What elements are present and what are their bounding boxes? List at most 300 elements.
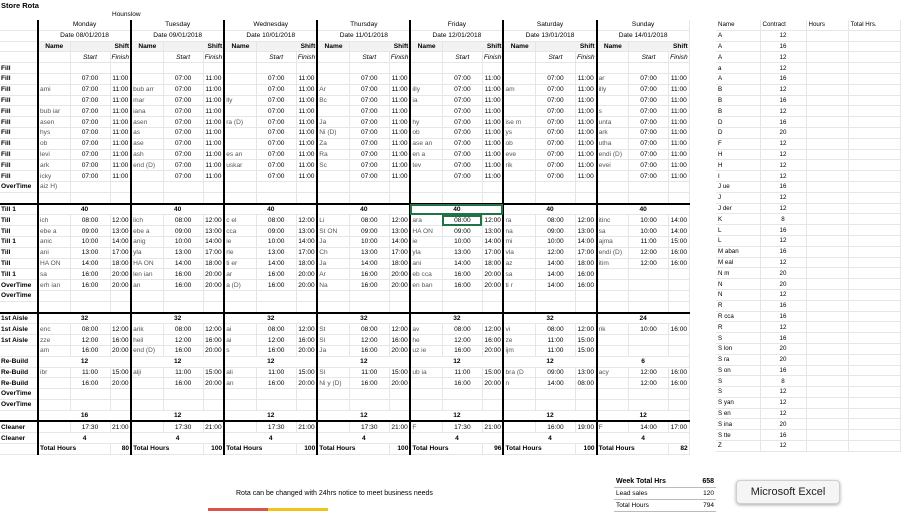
staff-name-cell[interactable]: acy bbox=[597, 367, 629, 378]
staff-total-hours[interactable] bbox=[848, 257, 900, 268]
staff-total-hours[interactable] bbox=[848, 95, 900, 106]
shift-finish-cell[interactable]: 11:00 bbox=[575, 171, 596, 182]
staff-hours[interactable] bbox=[806, 30, 848, 41]
shift-finish-cell[interactable]: 11:00 bbox=[296, 160, 317, 171]
staff-name-cell[interactable]: Sl bbox=[317, 335, 349, 346]
staff-name-cell[interactable]: bub iar bbox=[38, 106, 70, 117]
shift-start-cell[interactable]: 09:00 bbox=[535, 226, 575, 237]
shift-start-cell[interactable] bbox=[163, 290, 203, 301]
role-label[interactable]: OverTime bbox=[0, 399, 38, 410]
shift-finish-cell[interactable] bbox=[110, 192, 131, 203]
shift-start-cell[interactable] bbox=[535, 192, 575, 203]
staff-name[interactable]: S bbox=[716, 387, 760, 398]
shift-start-cell[interactable]: 07:00 bbox=[163, 84, 203, 95]
staff-contract-hours[interactable]: 12 bbox=[760, 387, 806, 398]
finish-column-header[interactable]: Finish bbox=[204, 53, 223, 61]
section-staff-count[interactable]: 4 bbox=[597, 433, 690, 444]
shift-start-cell[interactable]: 07:00 bbox=[70, 160, 110, 171]
shift-start-cell[interactable]: 07:00 bbox=[163, 95, 203, 106]
staff-name-cell[interactable] bbox=[503, 290, 535, 301]
shift-start-cell[interactable]: 16:00 bbox=[442, 378, 482, 389]
shift-finish-cell[interactable] bbox=[203, 192, 224, 203]
shift-finish-cell[interactable]: 16:00 bbox=[482, 335, 503, 346]
staff-name-cell[interactable]: ia bbox=[410, 95, 442, 106]
staff-name-cell[interactable]: ie bbox=[410, 236, 442, 247]
shift-start-cell[interactable]: 07:00 bbox=[629, 160, 669, 171]
blank-cell[interactable] bbox=[503, 52, 535, 63]
staff-name[interactable]: B bbox=[716, 106, 760, 117]
shift-finish-cell[interactable] bbox=[296, 192, 317, 203]
shift-start-cell[interactable]: 11:00 bbox=[256, 367, 296, 378]
shift-finish-cell[interactable]: 11:00 bbox=[669, 160, 690, 171]
shift-finish-cell[interactable]: 11:00 bbox=[575, 149, 596, 160]
shift-start-cell[interactable]: 07:00 bbox=[256, 95, 296, 106]
staff-hours[interactable] bbox=[806, 268, 848, 279]
staff-total-hours[interactable] bbox=[848, 268, 900, 279]
blank-cell[interactable] bbox=[317, 52, 349, 63]
shift-finish-cell[interactable]: 12:00 bbox=[575, 215, 596, 226]
blank-cell[interactable] bbox=[131, 52, 163, 63]
corner-cell[interactable] bbox=[0, 20, 38, 30]
staff-name-cell[interactable]: end (D) bbox=[131, 160, 163, 171]
section-staff-count[interactable]: 40 bbox=[131, 204, 224, 215]
shift-finish-cell[interactable] bbox=[296, 63, 317, 74]
shift-start-cell[interactable] bbox=[163, 181, 203, 192]
staff-total-hours[interactable] bbox=[848, 300, 900, 311]
total-hours-label[interactable]: Total Hours bbox=[131, 444, 203, 455]
shift-finish-cell[interactable] bbox=[389, 301, 410, 312]
shift-finish-cell[interactable]: 17:00 bbox=[389, 247, 410, 258]
shift-start-cell[interactable]: 16:00 bbox=[535, 421, 575, 432]
shift-start-cell[interactable] bbox=[163, 301, 203, 312]
staff-name[interactable]: A bbox=[716, 41, 760, 52]
shift-finish-cell[interactable] bbox=[296, 399, 317, 410]
shift-start-cell[interactable]: 16:00 bbox=[70, 378, 110, 389]
staff-name[interactable]: M eal bbox=[716, 257, 760, 268]
staff-name-cell[interactable]: n bbox=[503, 378, 535, 389]
shift-finish-cell[interactable]: 11:00 bbox=[669, 171, 690, 182]
shift-start-cell[interactable]: 07:00 bbox=[70, 106, 110, 117]
shift-start-cell[interactable]: 07:00 bbox=[629, 127, 669, 138]
shift-finish-cell[interactable]: 11:00 bbox=[203, 171, 224, 182]
staff-name-cell[interactable]: hy bbox=[410, 117, 442, 128]
staff-name-cell[interactable]: lich bbox=[131, 215, 163, 226]
staff-contract-hours[interactable]: 16 bbox=[760, 95, 806, 106]
shift-start-cell[interactable] bbox=[70, 389, 110, 400]
shift-start-cell[interactable] bbox=[256, 192, 296, 203]
shift-finish-cell[interactable]: 15:00 bbox=[575, 335, 596, 346]
shift-start-cell[interactable]: 16:00 bbox=[256, 280, 296, 291]
shift-start-cell[interactable]: 14:00 bbox=[349, 258, 389, 269]
staff-total-hours[interactable] bbox=[848, 149, 900, 160]
staff-name[interactable]: S bbox=[716, 376, 760, 387]
role-label[interactable] bbox=[0, 345, 38, 356]
shift-start-cell[interactable]: 07:00 bbox=[629, 171, 669, 182]
shift-finish-cell[interactable]: 11:00 bbox=[669, 106, 690, 117]
staff-contract-hours[interactable]: 8 bbox=[760, 376, 806, 387]
shift-finish-cell[interactable]: 13:00 bbox=[575, 226, 596, 237]
shift-start-cell[interactable] bbox=[256, 301, 296, 312]
shift-start-cell[interactable]: 08:00 bbox=[256, 324, 296, 335]
role-label[interactable]: Fill bbox=[0, 73, 38, 84]
staff-name-cell[interactable]: ti r bbox=[503, 280, 535, 291]
shift-start-cell[interactable]: 16:00 bbox=[163, 345, 203, 356]
role-label[interactable]: Fill bbox=[0, 84, 38, 95]
shift-start-cell[interactable]: 13:00 bbox=[349, 247, 389, 258]
shift-start-cell[interactable]: 07:00 bbox=[629, 84, 669, 95]
shift-finish-cell[interactable] bbox=[296, 389, 317, 400]
shift-finish-cell[interactable]: 13:00 bbox=[482, 226, 503, 237]
shift-finish-cell[interactable]: 11:00 bbox=[110, 117, 131, 128]
shift-finish-cell[interactable] bbox=[669, 301, 690, 312]
shift-finish-cell[interactable]: 11:00 bbox=[389, 95, 410, 106]
staff-contract-hours[interactable]: 12 bbox=[760, 52, 806, 63]
staff-name-cell[interactable]: yla bbox=[131, 247, 163, 258]
shift-finish-cell[interactable] bbox=[669, 389, 690, 400]
staff-name-cell[interactable]: ark bbox=[38, 160, 70, 171]
name-column-header[interactable]: Name bbox=[410, 41, 442, 52]
shift-start-cell[interactable]: 08:00 bbox=[163, 324, 203, 335]
shift-finish-cell[interactable] bbox=[389, 399, 410, 410]
shift-start-cell[interactable] bbox=[163, 399, 203, 410]
staff-name-cell[interactable]: illy bbox=[410, 84, 442, 95]
staff-name-cell[interactable]: tev bbox=[410, 160, 442, 171]
staff-name-cell[interactable] bbox=[503, 171, 535, 182]
shift-finish-cell[interactable]: 11:00 bbox=[669, 149, 690, 160]
shift-finish-cell[interactable]: 12:00 bbox=[389, 215, 410, 226]
section-staff-count[interactable]: 40 bbox=[317, 204, 410, 215]
staff-name-cell[interactable] bbox=[224, 63, 256, 74]
shift-finish-cell[interactable]: 20:00 bbox=[110, 345, 131, 356]
shift-finish-cell[interactable]: 13:00 bbox=[110, 226, 131, 237]
staff-name-cell[interactable] bbox=[38, 421, 70, 432]
staff-name[interactable]: K bbox=[716, 214, 760, 225]
staff-name-cell[interactable]: ob bbox=[410, 127, 442, 138]
shift-start-cell[interactable]: 07:00 bbox=[256, 138, 296, 149]
staff-name-cell[interactable]: ob bbox=[503, 138, 535, 149]
shift-finish-cell[interactable]: 18:00 bbox=[482, 258, 503, 269]
shift-start-cell[interactable]: 17:30 bbox=[442, 421, 482, 432]
shift-start-cell[interactable] bbox=[163, 63, 203, 74]
shift-start-cell[interactable]: 16:00 bbox=[349, 345, 389, 356]
shift-finish-cell[interactable]: 12:00 bbox=[203, 215, 224, 226]
shift-finish-cell[interactable]: 16:00 bbox=[296, 335, 317, 346]
staff-contract-hours[interactable]: 20 bbox=[760, 343, 806, 354]
shift-start-cell[interactable] bbox=[70, 181, 110, 192]
staff-hours[interactable] bbox=[806, 73, 848, 84]
start-column-header[interactable]: Start bbox=[163, 52, 203, 63]
staff-name[interactable]: B bbox=[716, 95, 760, 106]
staff-name-cell[interactable] bbox=[224, 192, 256, 203]
shift-finish-cell[interactable]: 20:00 bbox=[203, 345, 224, 356]
staff-name-cell[interactable]: ark bbox=[597, 127, 629, 138]
staff-name-cell[interactable]: Bc bbox=[317, 95, 349, 106]
shift-finish-cell[interactable]: 11:00 bbox=[296, 73, 317, 84]
staff-total-hours[interactable] bbox=[848, 106, 900, 117]
shift-finish-cell[interactable]: 17:00 bbox=[110, 247, 131, 258]
staff-name-cell[interactable]: asen bbox=[131, 117, 163, 128]
staff-contract-hours[interactable]: 20 bbox=[760, 279, 806, 290]
staff-name-cell[interactable]: arik bbox=[131, 324, 163, 335]
staff-name-cell[interactable]: Sc bbox=[317, 160, 349, 171]
staff-hours[interactable] bbox=[806, 419, 848, 430]
staff-name-cell[interactable] bbox=[131, 421, 163, 432]
shift-finish-cell[interactable]: 15:00 bbox=[482, 367, 503, 378]
staff-name-cell[interactable]: sa bbox=[503, 269, 535, 280]
staff-name-cell[interactable]: Ar bbox=[317, 269, 349, 280]
shift-start-cell[interactable]: 07:00 bbox=[535, 106, 575, 117]
shift-finish-cell[interactable]: 20:00 bbox=[296, 280, 317, 291]
shift-start-cell[interactable]: 13:00 bbox=[70, 247, 110, 258]
shift-finish-cell[interactable]: 11:00 bbox=[482, 160, 503, 171]
staff-name-cell[interactable] bbox=[38, 378, 70, 389]
section-staff-count[interactable]: 12 bbox=[224, 356, 317, 367]
shift-finish-cell[interactable]: 11:00 bbox=[389, 106, 410, 117]
shift-finish-cell[interactable]: 11:00 bbox=[482, 106, 503, 117]
staff-name-cell[interactable]: mi bbox=[503, 236, 535, 247]
shift-start-cell[interactable]: 07:00 bbox=[629, 106, 669, 117]
staff-hours[interactable] bbox=[806, 397, 848, 408]
shift-start-cell[interactable]: 12:00 bbox=[70, 335, 110, 346]
staff-contract-hours[interactable]: 12 bbox=[760, 235, 806, 246]
shift-finish-cell[interactable] bbox=[389, 192, 410, 203]
staff-name-cell[interactable]: itinc bbox=[597, 215, 629, 226]
total-hours-row[interactable] bbox=[614, 500, 716, 512]
staff-name-cell[interactable]: sa bbox=[597, 226, 629, 237]
shift-start-cell[interactable]: 07:00 bbox=[442, 127, 482, 138]
section-staff-count[interactable]: 40 bbox=[503, 204, 596, 215]
shift-start-cell[interactable]: 13:00 bbox=[256, 247, 296, 258]
shift-start-cell[interactable]: 07:00 bbox=[349, 73, 389, 84]
staff-name-cell[interactable] bbox=[317, 290, 349, 301]
week-total-row[interactable] bbox=[614, 476, 716, 488]
day-name[interactable]: Tuesday bbox=[131, 20, 224, 30]
staff-column-header[interactable]: Contract bbox=[760, 20, 806, 30]
day-date[interactable]: Date 11/01/2018 bbox=[317, 30, 410, 41]
staff-column-header[interactable]: Total Hrs. bbox=[848, 20, 900, 30]
role-label[interactable]: 1st Aisle bbox=[0, 335, 38, 346]
staff-name-cell[interactable]: HA ON bbox=[38, 258, 70, 269]
staff-name-cell[interactable] bbox=[410, 106, 442, 117]
role-label[interactable]: 1st Aisle bbox=[0, 313, 38, 324]
shift-start-cell[interactable]: 07:00 bbox=[349, 117, 389, 128]
shift-finish-cell[interactable]: 20:00 bbox=[296, 269, 317, 280]
day-total-hours[interactable]: 100 bbox=[203, 444, 224, 455]
staff-name-cell[interactable] bbox=[410, 301, 442, 312]
staff-name-cell[interactable]: he bbox=[410, 335, 442, 346]
day-total-hours[interactable]: 80 bbox=[110, 444, 131, 455]
shift-finish-cell[interactable]: 11:00 bbox=[296, 117, 317, 128]
shift-finish-cell[interactable] bbox=[669, 192, 690, 203]
shift-start-cell[interactable]: 07:00 bbox=[163, 160, 203, 171]
shift-start-cell[interactable]: 07:00 bbox=[70, 95, 110, 106]
shift-start-cell[interactable] bbox=[442, 301, 482, 312]
staff-name-cell[interactable]: ra bbox=[503, 215, 535, 226]
staff-name-cell[interactable] bbox=[224, 181, 256, 192]
staff-name[interactable]: A bbox=[716, 73, 760, 84]
staff-hours[interactable] bbox=[806, 257, 848, 268]
staff-name-cell[interactable] bbox=[317, 389, 349, 400]
staff-name-cell[interactable] bbox=[410, 171, 442, 182]
shift-start-cell[interactable] bbox=[163, 192, 203, 203]
staff-name-cell[interactable]: sa bbox=[38, 269, 70, 280]
staff-total-hours[interactable] bbox=[848, 171, 900, 182]
staff-name-cell[interactable] bbox=[38, 192, 70, 203]
staff-total-hours[interactable] bbox=[848, 127, 900, 138]
shift-start-cell[interactable] bbox=[629, 181, 669, 192]
staff-name[interactable]: S lon bbox=[716, 343, 760, 354]
staff-name-cell[interactable]: ebe a bbox=[131, 226, 163, 237]
finish-column-header[interactable]: Finish bbox=[576, 53, 595, 61]
shift-start-cell[interactable]: 13:00 bbox=[163, 247, 203, 258]
shift-start-cell[interactable]: 07:00 bbox=[349, 84, 389, 95]
staff-hours[interactable] bbox=[806, 279, 848, 290]
staff-name-cell[interactable]: iana bbox=[131, 106, 163, 117]
staff-total-hours[interactable] bbox=[848, 214, 900, 225]
shift-start-cell[interactable]: 11:00 bbox=[163, 367, 203, 378]
shift-start-cell[interactable]: 07:00 bbox=[256, 73, 296, 84]
shift-finish-cell[interactable] bbox=[203, 301, 224, 312]
shift-finish-cell[interactable] bbox=[575, 290, 596, 301]
name-column-header[interactable]: Name bbox=[597, 41, 629, 52]
shift-finish-cell[interactable]: 20:00 bbox=[482, 269, 503, 280]
shift-finish-cell[interactable]: 14:00 bbox=[389, 236, 410, 247]
section-staff-count[interactable]: 16 bbox=[38, 410, 131, 421]
shift-finish-cell[interactable]: 16:00 bbox=[669, 378, 690, 389]
shift-finish-cell[interactable]: 08:00 bbox=[575, 378, 596, 389]
corner-cell[interactable] bbox=[0, 444, 38, 455]
staff-name-cell[interactable] bbox=[131, 378, 163, 389]
role-label[interactable] bbox=[0, 410, 38, 421]
staff-name-cell[interactable]: am bbox=[38, 345, 70, 356]
staff-name-cell[interactable] bbox=[597, 280, 629, 291]
staff-name-cell[interactable]: erh ian bbox=[38, 280, 70, 291]
staff-hours[interactable] bbox=[806, 354, 848, 365]
staff-name-cell[interactable]: zze bbox=[38, 335, 70, 346]
shift-start-cell[interactable] bbox=[629, 399, 669, 410]
shift-finish-cell[interactable]: 17:00 bbox=[296, 247, 317, 258]
shift-finish-cell[interactable] bbox=[110, 389, 131, 400]
shift-finish-cell[interactable]: 20:00 bbox=[203, 269, 224, 280]
shift-start-cell[interactable]: 09:00 bbox=[442, 226, 482, 237]
staff-name[interactable]: S on bbox=[716, 365, 760, 376]
shift-finish-cell[interactable]: 17:00 bbox=[575, 247, 596, 258]
shift-finish-cell[interactable] bbox=[482, 290, 503, 301]
staff-name-cell[interactable] bbox=[410, 290, 442, 301]
staff-name-cell[interactable]: F bbox=[410, 421, 442, 432]
staff-name-cell[interactable] bbox=[503, 192, 535, 203]
shift-start-cell[interactable]: 14:00 bbox=[629, 421, 669, 432]
shift-finish-cell[interactable]: 14:00 bbox=[575, 236, 596, 247]
shift-column-header[interactable]: Shift bbox=[442, 41, 503, 52]
staff-name-cell[interactable]: endi (D) bbox=[597, 149, 629, 160]
shift-start-cell[interactable]: 12:00 bbox=[629, 247, 669, 258]
shift-start-cell[interactable]: 07:00 bbox=[629, 149, 669, 160]
shift-start-cell[interactable] bbox=[442, 290, 482, 301]
shift-start-cell[interactable]: 17:30 bbox=[163, 421, 203, 432]
shift-finish-cell[interactable]: 15:00 bbox=[575, 345, 596, 356]
shift-start-cell[interactable]: 10:00 bbox=[256, 236, 296, 247]
staff-name-cell[interactable]: ani bbox=[410, 258, 442, 269]
staff-contract-hours[interactable]: 12 bbox=[760, 408, 806, 419]
shift-finish-cell[interactable]: 11:00 bbox=[575, 127, 596, 138]
role-label[interactable]: Fill bbox=[0, 149, 38, 160]
staff-name-cell[interactable]: utha bbox=[597, 138, 629, 149]
shift-start-cell[interactable]: 16:00 bbox=[349, 280, 389, 291]
shift-start-cell[interactable]: 07:00 bbox=[163, 138, 203, 149]
shift-finish-cell[interactable]: 20:00 bbox=[389, 280, 410, 291]
shift-finish-cell[interactable]: 16:00 bbox=[669, 367, 690, 378]
total-hours-label[interactable]: Total Hours bbox=[38, 444, 110, 455]
shift-start-cell[interactable]: 08:00 bbox=[535, 324, 575, 335]
shift-finish-cell[interactable] bbox=[389, 389, 410, 400]
shift-column-header[interactable]: Shift bbox=[70, 41, 131, 52]
staff-hours[interactable] bbox=[806, 441, 848, 452]
shift-finish-cell[interactable]: 11:00 bbox=[110, 127, 131, 138]
shift-finish-cell[interactable]: 20:00 bbox=[482, 280, 503, 291]
shift-finish-cell[interactable]: 12:00 bbox=[389, 324, 410, 335]
shift-finish-cell[interactable]: 12:00 bbox=[203, 324, 224, 335]
shift-finish-cell[interactable]: 12:00 bbox=[110, 324, 131, 335]
shift-start-cell[interactable] bbox=[442, 389, 482, 400]
shift-start-cell[interactable]: 07:00 bbox=[535, 84, 575, 95]
day-total-hours[interactable]: 96 bbox=[482, 444, 503, 455]
section-staff-count[interactable]: 40 bbox=[224, 204, 317, 215]
staff-name-cell[interactable]: uz ie bbox=[410, 345, 442, 356]
staff-hours[interactable] bbox=[806, 127, 848, 138]
staff-name-cell[interactable]: ise m bbox=[503, 117, 535, 128]
staff-name-cell[interactable] bbox=[597, 63, 629, 74]
shift-start-cell[interactable] bbox=[535, 301, 575, 312]
shift-finish-cell[interactable]: 12:00 bbox=[575, 324, 596, 335]
staff-name-cell[interactable]: ara bbox=[410, 215, 442, 226]
staff-name[interactable]: J ue bbox=[716, 181, 760, 192]
shift-start-cell[interactable]: 17:30 bbox=[256, 421, 296, 432]
shift-start-cell[interactable] bbox=[349, 290, 389, 301]
staff-contract-hours[interactable]: 16 bbox=[760, 225, 806, 236]
staff-name-cell[interactable] bbox=[597, 378, 629, 389]
shift-start-cell[interactable]: 17:30 bbox=[70, 421, 110, 432]
shift-finish-cell[interactable] bbox=[575, 63, 596, 74]
shift-finish-cell[interactable]: 16:00 bbox=[110, 335, 131, 346]
role-label[interactable] bbox=[0, 301, 38, 312]
role-label[interactable]: Re-Build bbox=[0, 378, 38, 389]
role-label[interactable]: Fill bbox=[0, 63, 38, 74]
role-label[interactable]: Fill bbox=[0, 171, 38, 182]
staff-name-cell[interactable] bbox=[597, 290, 629, 301]
staff-name-cell[interactable]: ai bbox=[224, 324, 256, 335]
shift-finish-cell[interactable]: 11:00 bbox=[110, 106, 131, 117]
shift-finish-cell[interactable]: 11:00 bbox=[110, 84, 131, 95]
staff-name-cell[interactable]: levi bbox=[38, 149, 70, 160]
staff-name-cell[interactable]: enc bbox=[38, 324, 70, 335]
shift-start-cell[interactable]: 08:00 bbox=[535, 215, 575, 226]
staff-total-hours[interactable] bbox=[848, 235, 900, 246]
shift-start-cell[interactable]: 07:00 bbox=[163, 117, 203, 128]
staff-name-cell[interactable] bbox=[503, 95, 535, 106]
shift-start-cell[interactable]: 08:00 bbox=[256, 215, 296, 226]
shift-finish-cell[interactable]: 20:00 bbox=[296, 378, 317, 389]
day-date[interactable]: Date 09/01/2018 bbox=[131, 30, 224, 41]
shift-start-cell[interactable] bbox=[629, 301, 669, 312]
shift-finish-cell[interactable]: 11:00 bbox=[575, 84, 596, 95]
finish-column-header[interactable]: Finish bbox=[670, 53, 688, 61]
staff-contract-hours[interactable]: 12 bbox=[760, 397, 806, 408]
shift-start-cell[interactable] bbox=[629, 192, 669, 203]
shift-start-cell[interactable]: 07:00 bbox=[629, 95, 669, 106]
staff-name-cell[interactable]: ys bbox=[503, 127, 535, 138]
staff-name-cell[interactable]: s bbox=[224, 345, 256, 356]
